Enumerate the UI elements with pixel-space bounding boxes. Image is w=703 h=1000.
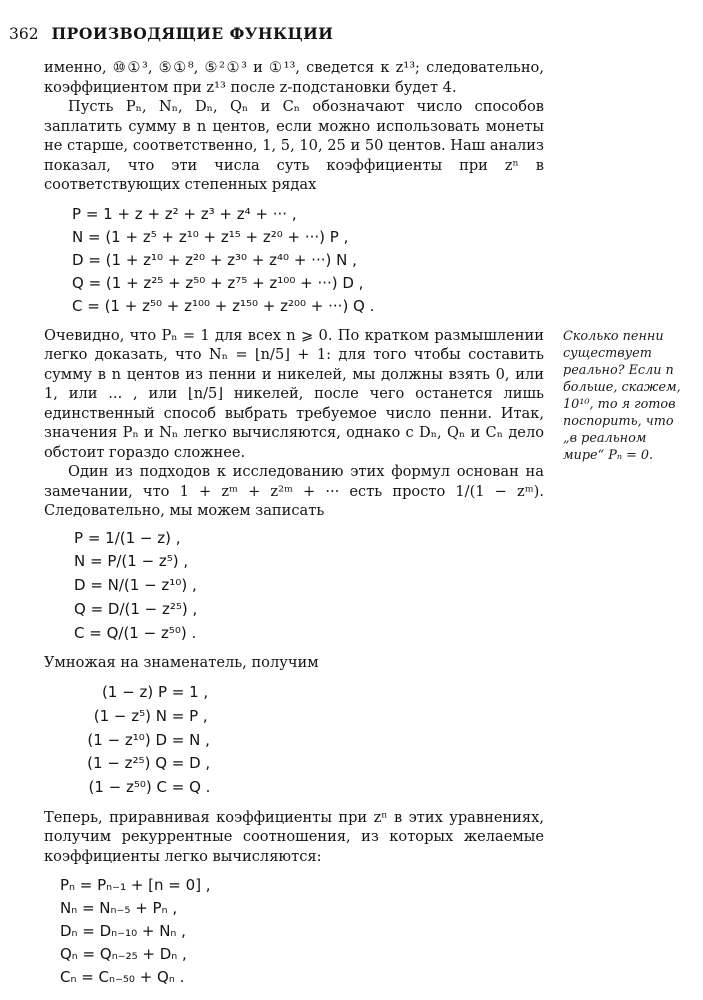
equation-line: Cₙ = Cₙ₋₅₀ + Qₙ . xyxy=(60,968,185,987)
paragraph-3: Очевидно, что Pₙ = 1 для всех n ⩾ 0. По кратком размышлении легко доказать, что Nₙ = ⌊n/5⌋ + 1: для того чтобы составить сумму в n центов из пенни и никелей, мы должны взять 0, или 1, или ... , или ⌊n/5⌋ никелей, после чего останется лишь единственный способ выбрать требуемое число пенни. Итак, значения Pₙ и Nₙ легко вычисляются, однако с Dₙ, Qₙ и Cₙ дело обстоит гораздо сложнее. xyxy=(44,326,544,461)
equation-line: Nₙ = Nₙ₋₅ + Pₙ , xyxy=(60,899,178,918)
equation-line: Q = (1 + z²⁵ + z⁵⁰ + z⁷⁵ + z¹⁰⁰ + ···) D , xyxy=(72,273,364,292)
paragraph-2: Пусть Pₙ, Nₙ, Dₙ, Qₙ и Cₙ обозначают число способов заплатить сумму в n центов, если можно использовать монеты не старше, соответственно, 1, 5, 10, 25 и 50 центов. Наш анализ показал, что эти числа суть коэффициенты при zⁿ в соответствующих степенных рядах xyxy=(44,98,544,193)
equation-line: Dₙ = Dₙ₋₁₀ + Nₙ , xyxy=(60,922,186,941)
equations-recurrences xyxy=(60,874,544,989)
margin-note-text: Сколько пенни существует реально? Если n больше, скажем, 10¹⁰, то я готов поспорить, что „в реальном мире“ Pₙ = 0. xyxy=(563,329,681,463)
page-header xyxy=(9,24,333,43)
equation-rhs: = D , xyxy=(167,754,211,773)
equation-rhs: = P , xyxy=(167,706,208,725)
equation-line: P = 1 + z + z² + z³ + z⁴ + ··· , xyxy=(72,204,297,223)
equation-line xyxy=(66,729,544,753)
equation-line: Pₙ = Pₙ₋₁ + [n = 0] , xyxy=(60,876,211,895)
equation-line: D = (1 + z¹⁰ + z²⁰ + z³⁰ + z⁴⁰ + ···) N , xyxy=(72,250,357,269)
equation-rhs: = N , xyxy=(167,730,210,749)
equation-line: Q = D/(1 − z²⁵) , xyxy=(74,599,198,618)
equation-line xyxy=(66,776,544,800)
equation-line xyxy=(66,752,544,776)
paragraph-1: именно, ⑩①³, ⑤①⁸, ⑤²①³ и ①¹³, сведется к z¹³; следовательно, коэффициентом при z¹³ после z-подстановки будет 4. xyxy=(44,59,544,96)
equation-line: D = N/(1 − z¹⁰) , xyxy=(74,576,197,595)
equations-multiplied xyxy=(66,681,544,800)
equation-line: Qₙ = Qₙ₋₂₅ + Dₙ , xyxy=(60,945,187,964)
equation-lhs: (1 − z) P xyxy=(101,682,167,701)
equation-line: N = (1 + z⁵ + z¹⁰ + z¹⁵ + z²⁰ + ···) P , xyxy=(72,227,349,246)
paragraph-4: Один из подходов к исследованию этих формул основан на замечании, что 1 + zᵐ + z²ᵐ + ··· есть просто 1/(1 − zᵐ). Следовательно, мы можем записать xyxy=(44,463,544,519)
equation-line xyxy=(66,681,544,705)
equation-line xyxy=(66,705,544,729)
equation-lhs: (1 − z⁵⁰) C xyxy=(88,778,167,797)
equation-line: N = P/(1 − z⁵) , xyxy=(74,552,189,571)
equations-series xyxy=(72,203,544,318)
equation-line: C = Q/(1 − z⁵⁰) . xyxy=(74,623,197,642)
equation-rhs: = Q . xyxy=(167,778,211,797)
margin-note xyxy=(563,328,689,464)
equation-lhs: (1 − z²⁵) Q xyxy=(87,754,167,773)
equation-lhs: (1 − z⁵) N xyxy=(93,706,167,725)
equation-line: P = 1/(1 − z) , xyxy=(74,528,181,547)
equations-fractions xyxy=(74,527,544,646)
paragraph-6: Теперь, приравнивая коэффициенты при zⁿ в этих уравнениях, получим рекуррентные соотношения, из которых желаемые коэффициенты легко вычисляются: xyxy=(44,808,544,865)
running-title: ПРОИЗВОДЯЩИЕ ФУНКЦИИ xyxy=(51,24,334,43)
equation-line: C = (1 + z⁵⁰ + z¹⁰⁰ + z¹⁵⁰ + z²⁰⁰ + ···) Q . xyxy=(72,296,375,315)
equation-lhs: (1 − z¹⁰) D xyxy=(87,730,167,749)
paragraph-5: Умножая на знаменатель, получим xyxy=(44,654,319,672)
page-number: 362 xyxy=(9,25,39,43)
equation-rhs: = 1 , xyxy=(167,682,209,701)
main-text xyxy=(44,58,544,989)
